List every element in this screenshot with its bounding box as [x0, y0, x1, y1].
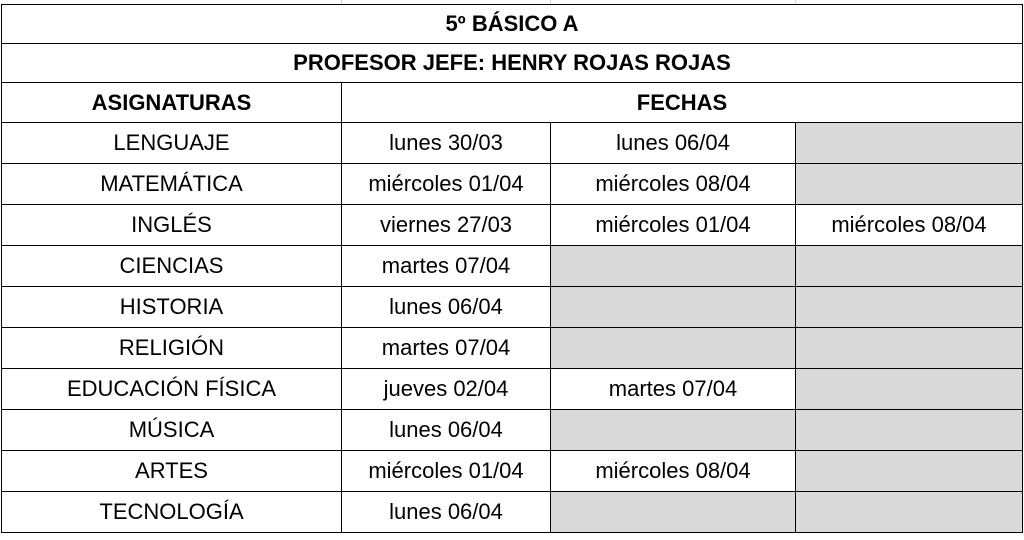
- subject-cell[interactable]: EDUCACIÓN FÍSICA: [2, 369, 342, 410]
- subject-cell[interactable]: LENGUAJE: [2, 123, 342, 164]
- table-row: [2, 287, 1023, 328]
- table-row: [2, 492, 1023, 533]
- empty-cell[interactable]: [796, 287, 1023, 328]
- empty-cell[interactable]: [796, 492, 1023, 533]
- date-cell[interactable]: miércoles 01/04: [551, 205, 796, 246]
- dates-header[interactable]: FECHAS: [342, 83, 1023, 123]
- date-cell[interactable]: lunes 06/04: [342, 492, 551, 533]
- table-row: [2, 246, 1023, 287]
- subject-cell[interactable]: ARTES: [2, 451, 342, 492]
- empty-cell[interactable]: [796, 328, 1023, 369]
- date-cell[interactable]: jueves 02/04: [342, 369, 551, 410]
- subject-cell[interactable]: TECNOLOGÍA: [2, 492, 342, 533]
- empty-cell[interactable]: [796, 123, 1023, 164]
- table-row: [2, 410, 1023, 451]
- sheet-title[interactable]: 5º BÁSICO A: [2, 5, 1023, 44]
- empty-cell[interactable]: [796, 451, 1023, 492]
- date-cell[interactable]: lunes 06/04: [551, 123, 796, 164]
- subject-cell[interactable]: INGLÉS: [2, 205, 342, 246]
- subject-cell[interactable]: HISTORIA: [2, 287, 342, 328]
- schedule-table: [1, 4, 1023, 533]
- date-cell[interactable]: martes 07/04: [342, 246, 551, 287]
- empty-cell[interactable]: [551, 287, 796, 328]
- date-cell[interactable]: lunes 30/03: [342, 123, 551, 164]
- empty-cell[interactable]: [796, 410, 1023, 451]
- table-row: [2, 123, 1023, 164]
- subject-cell[interactable]: CIENCIAS: [2, 246, 342, 287]
- date-cell[interactable]: martes 07/04: [342, 328, 551, 369]
- date-cell[interactable]: martes 07/04: [551, 369, 796, 410]
- teacher-name[interactable]: PROFESOR JEFE: HENRY ROJAS ROJAS: [2, 44, 1023, 83]
- date-cell[interactable]: miércoles 01/04: [342, 451, 551, 492]
- table-row: [2, 369, 1023, 410]
- table-row: [2, 328, 1023, 369]
- date-cell[interactable]: miércoles 08/04: [551, 164, 796, 205]
- date-cell[interactable]: miércoles 08/04: [551, 451, 796, 492]
- date-cell[interactable]: viernes 27/03: [342, 205, 551, 246]
- teacher-row: [2, 44, 1023, 83]
- date-cell[interactable]: lunes 06/04: [342, 287, 551, 328]
- table-row: [2, 205, 1023, 246]
- subject-cell[interactable]: MATEMÁTICA: [2, 164, 342, 205]
- empty-cell[interactable]: [551, 410, 796, 451]
- empty-cell[interactable]: [551, 246, 796, 287]
- subjects-header[interactable]: ASIGNATURAS: [2, 83, 342, 123]
- empty-cell[interactable]: [551, 328, 796, 369]
- subject-cell[interactable]: RELIGIÓN: [2, 328, 342, 369]
- table-row: [2, 164, 1023, 205]
- empty-cell[interactable]: [796, 164, 1023, 205]
- date-cell[interactable]: miércoles 01/04: [342, 164, 551, 205]
- subject-cell[interactable]: MÚSICA: [2, 410, 342, 451]
- empty-cell[interactable]: [551, 492, 796, 533]
- date-cell[interactable]: miércoles 08/04: [796, 205, 1023, 246]
- header-row: [2, 83, 1023, 123]
- empty-cell[interactable]: [796, 246, 1023, 287]
- table-row: [2, 451, 1023, 492]
- title-row: [2, 5, 1023, 44]
- empty-cell[interactable]: [796, 369, 1023, 410]
- date-cell[interactable]: lunes 06/04: [342, 410, 551, 451]
